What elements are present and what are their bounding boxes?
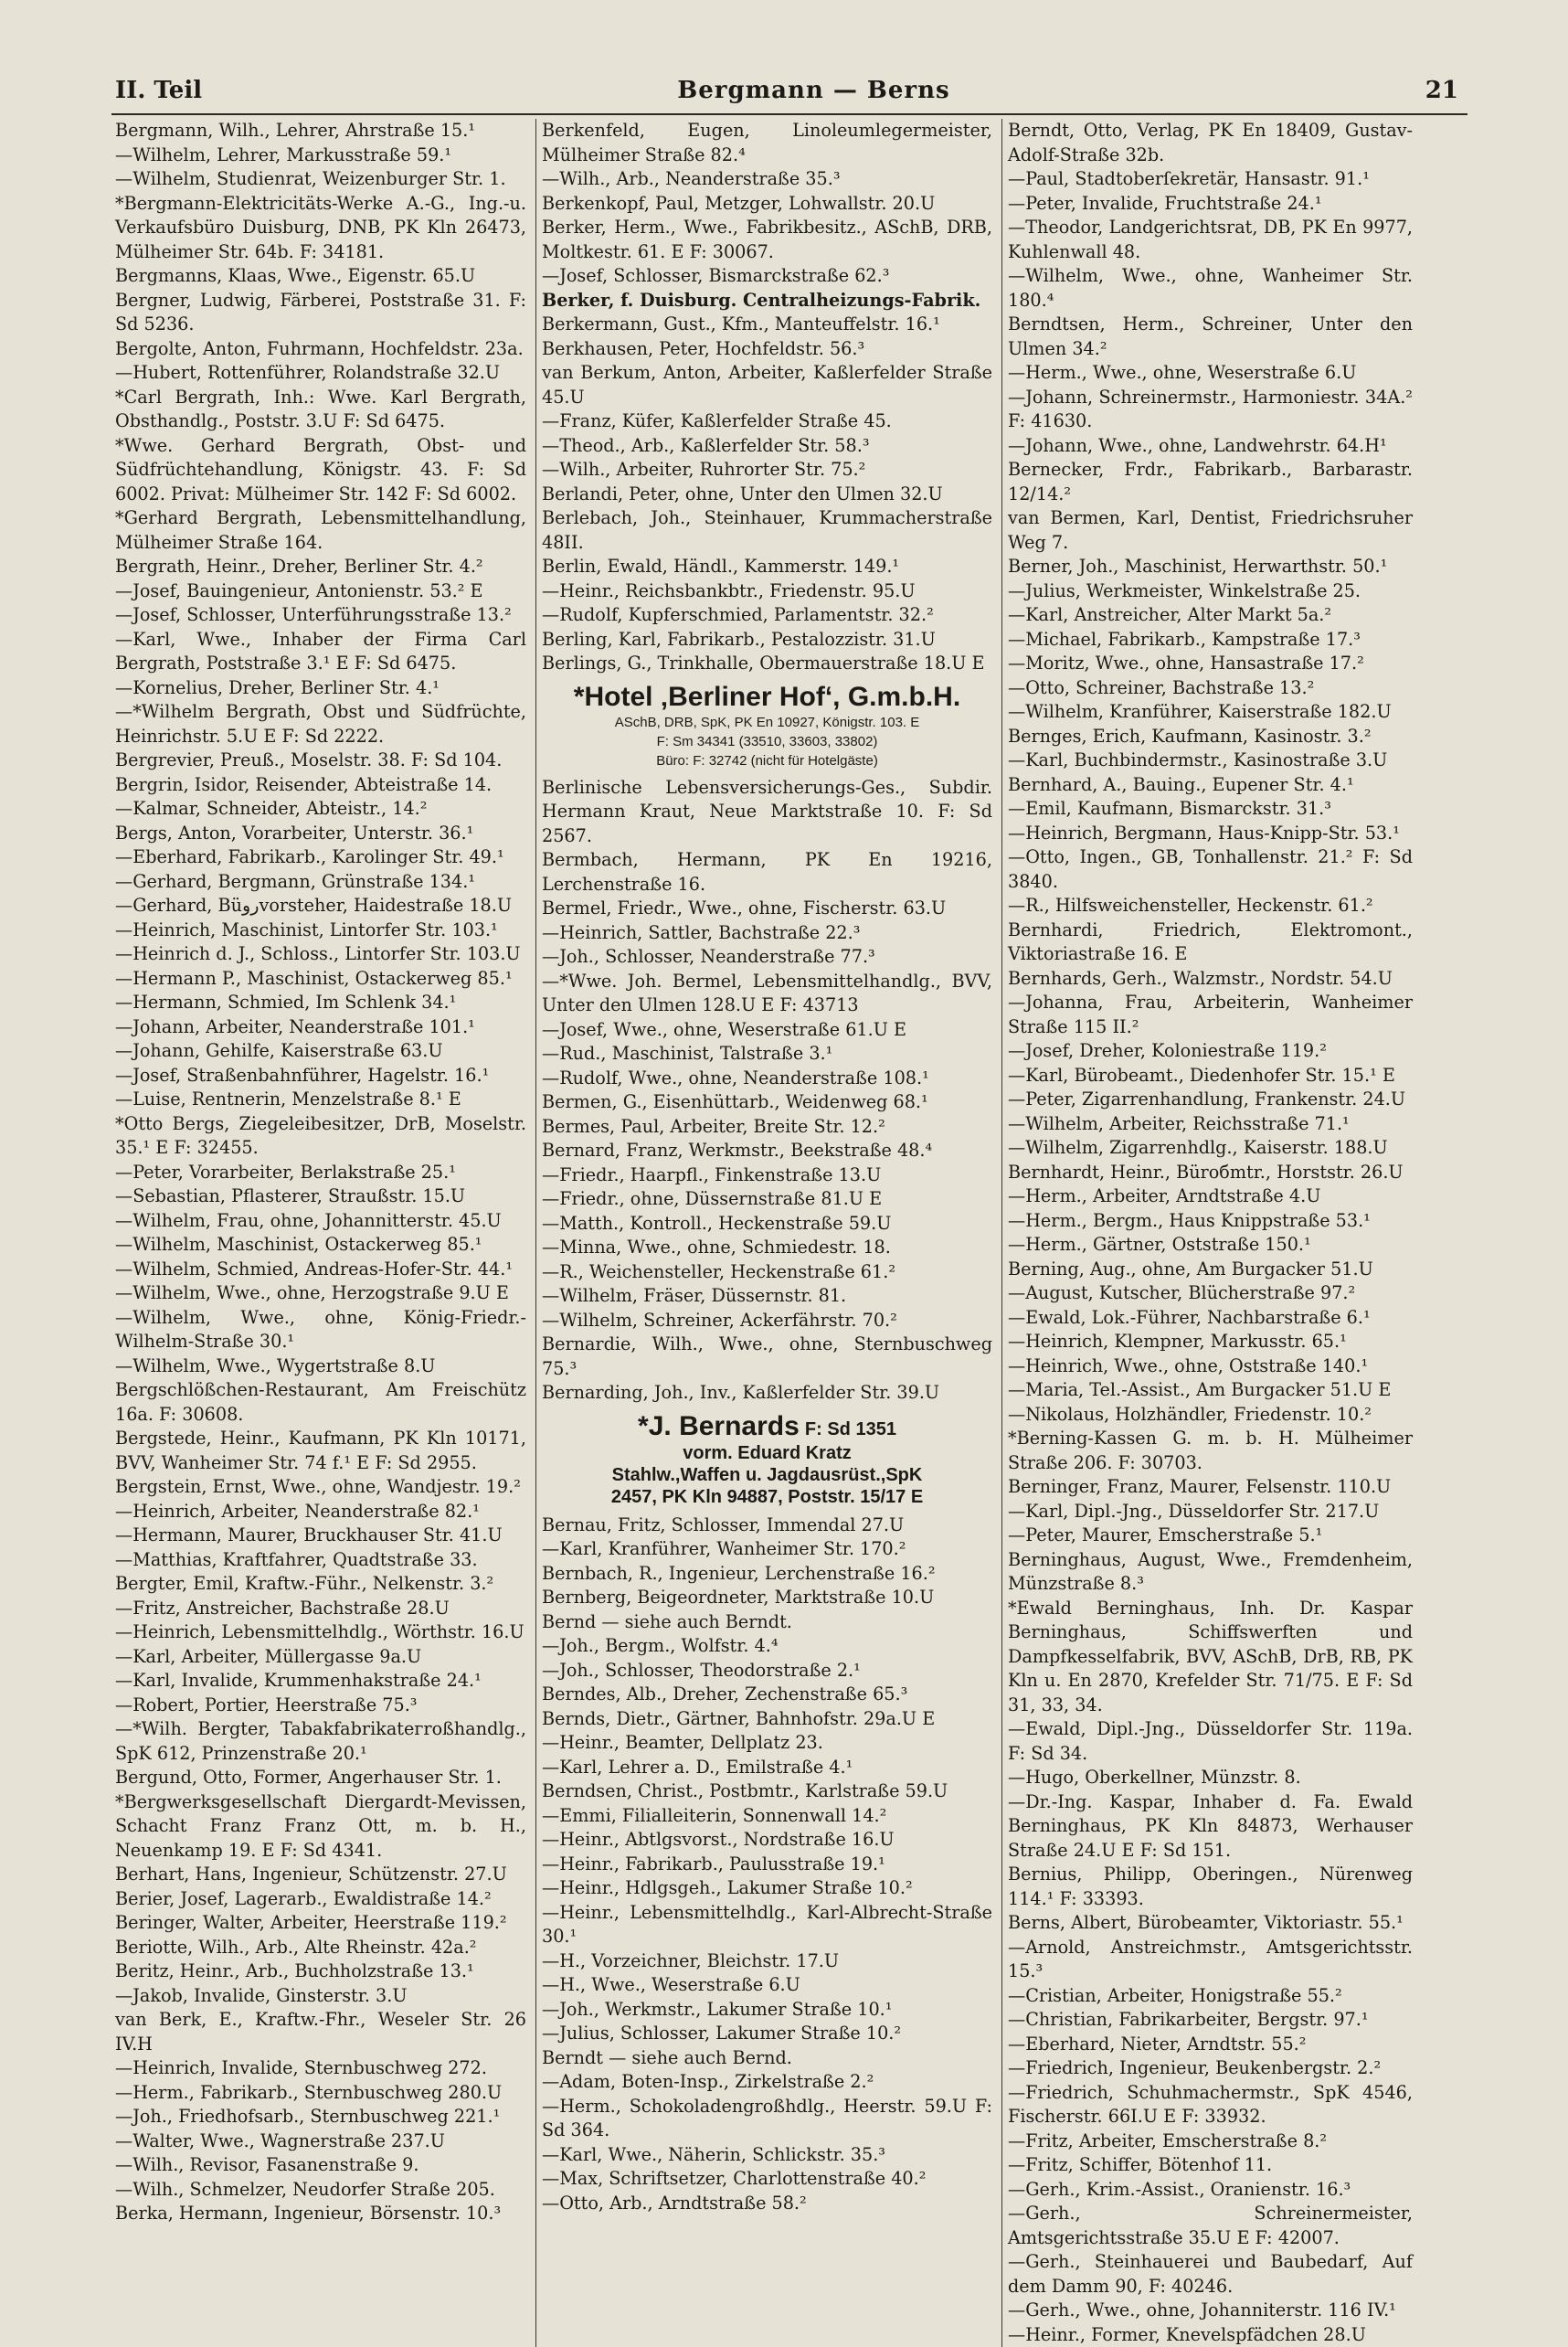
directory-entry: —Luise, Rentnerin, Menzelstraße 8.¹ E <box>115 1088 526 1112</box>
directory-entry: —Kalmar, Schneider, Abteistr., 14.² <box>115 797 526 822</box>
page-header <box>115 77 1458 113</box>
directory-entry: —Heinr., Reichsbankbtr., Friedenstr. 95.U <box>542 579 992 604</box>
directory-entry: —Wilhelm, Maschinist, Ostackerweg 85.¹ <box>115 1233 526 1258</box>
directory-entry: —Hubert, Rottenführer, Rolandstraße 32.U <box>115 361 526 386</box>
directory-entry: *Carl Bergrath, Inh.: Wwe. Karl Bergrath, Obsthandlg., Poststr. 3.U F: Sd 6475. <box>115 386 526 434</box>
directory-entry: —Karl, Dipl.-Jng., Düsseldorfer Str. 217.U <box>1008 1500 1413 1524</box>
directory-entry: Bergmann, Wilh., Lehrer, Ahrstraße 15.¹ <box>115 119 526 143</box>
directory-entry: Bernhardt, Heinr., Büroбmtr., Horststr. 26.U <box>1008 1161 1413 1185</box>
directory-entry: —Friedr., Haarpfl., Finkenstraße 13.U <box>542 1163 992 1188</box>
directory-entry: Berier, Josef, Lagerarb., Ewaldistraße 14.² <box>115 1887 526 1912</box>
directory-entry: Bernd — siehe auch Berndt. <box>542 1610 992 1635</box>
directory-entry: —Emil, Kaufmann, Bismarckstr. 31.³ <box>1008 797 1413 822</box>
directory-entry: —Joh., Bergm., Wolfstr. 4.⁴ <box>542 1634 992 1659</box>
directory-entry: van Bermen, Karl, Dentist, Friedrichsruher Weg 7. <box>1008 506 1413 555</box>
directory-entry: —Wilhelm, Zigarrenhdlg., Kaiserstr. 188.U <box>1008 1136 1413 1161</box>
directory-entry: —Maria, Tel.-Assist., Am Burgacker 51.U E <box>1008 1378 1413 1403</box>
directory-entry: —Friedrich, Schuhmachermstr., SpK 4546, Fischerstr. 66I.U E F: 33932. <box>1008 2081 1413 2129</box>
directory-entry: —Friedr., ohne, Düssernstraße 81.U E <box>542 1187 992 1212</box>
directory-entry: —Jakob, Invalide, Ginsterstr. 3.U <box>115 1984 526 2009</box>
directory-entry: Bernau, Fritz, Schlosser, Immendal 27.U <box>542 1513 992 1538</box>
directory-entry: —*Wilh. Bergter, Tabakfabrikatегroßhandlg., SpK 612, Prinzenstraße 20.¹ <box>115 1717 526 1766</box>
hotel-ad-line: ASchB, DRB, SpK, PK En 10927, Königstr. 103. E <box>542 713 992 732</box>
directory-entry: —Heinrich, Klempner, Markusstr. 65.¹ <box>1008 1330 1413 1354</box>
directory-entry: —Cristian, Arbeiter, Honigstraße 55.² <box>1008 1984 1413 2009</box>
directory-entry: Bernhard, A., Bauing., Eupener Str. 4.¹ <box>1008 773 1413 798</box>
directory-entry: —Heinrich d. J., Schloss., Lintorfer Str. 103.U <box>115 942 526 967</box>
directory-entry: Bergund, Otto, Former, Angerhauser Str. 1. <box>115 1766 526 1790</box>
directory-entry: —Theod., Arb., Kaßlerfelder Str. 58.³ <box>542 434 992 459</box>
directory-entry: —R., Hilfsweichensteller, Heckenstr. 61.² <box>1008 894 1413 919</box>
directory-entry: —Wilhelm, Frau, ohne, Johannitterstr. 45.U <box>115 1209 526 1234</box>
directory-entry: Bernberg, Beigeordneter, Marktstraße 10.U <box>542 1586 992 1610</box>
directory-entry: —Paul, Stadtoberſekretär, Hansastr. 91.¹ <box>1008 167 1413 192</box>
directory-entry: —Joh., Schlosser, Neanderstraße 77.³ <box>542 945 992 970</box>
bernards-ad-line: 2457, PK Kln 94887, Poststr. 15/17 E <box>542 1486 992 1508</box>
directory-entry: Bernard, Franz, Werkmstr., Beekstraße 48.⁴ <box>542 1139 992 1163</box>
directory-entry: Bernardie, Wilh., Wwe., ohne, Sternbuschweg 75.³ <box>542 1333 992 1381</box>
directory-entry: —Wilh., Arb., Neanderstraße 35.³ <box>542 167 992 192</box>
directory-entry: —Nikolaus, Holzhändler, Friedenstr. 10.² <box>1008 1403 1413 1428</box>
directory-entry: —Heinr., Beamter, Dellplatz 23. <box>542 1731 992 1756</box>
directory-entry: —Herm., Schokoladengroßhdlg., Heerstr. 59.U F: Sd 364. <box>542 2095 992 2143</box>
directory-entry: —Heinrich, Invalide, Sternbuschweg 272. <box>115 2056 526 2081</box>
directory-entry: —Ewald, Dipl.-Jng., Düsseldorfer Str. 119a. F: Sd 34. <box>1008 1717 1413 1766</box>
directory-entry: —Johann, Schreinermstr., Harmoniestr. 34A.² F: 41630. <box>1008 386 1413 434</box>
directory-entry: —Wilhelm, Schmied, Andreas-Hofer-Str. 44.¹ <box>115 1258 526 1282</box>
directory-entry: —H., Vorzeichner, Bleichstr. 17.U <box>542 1949 992 1974</box>
directory-entry: —Karl, Arbeiter, Müllergasse 9a.U <box>115 1645 526 1670</box>
directory-entry: —Heinrich, Wwe., ohne, Oststraße 140.¹ <box>1008 1354 1413 1379</box>
directory-entry: *Ewald Berninghaus, Inh. Dr. Kaspar Berninghaus, Schiffswerften und Dampfkesselfabrik, BVV, ASchB, DrB, RB, PK Kln u. En 2870, Krefelder Str. 71/75. E F: Sd 31, 33, 34. <box>1008 1597 1413 1718</box>
directory-entry: —Eberhard, Nieter, Arndtstr. 55.² <box>1008 2033 1413 2057</box>
directory-entry: Berling, Karl, Fabrikarb., Pestalozzistr. 31.U <box>542 628 992 653</box>
directory-entry: *Berning-Kassen G. m. b. H. Mülheimer Straße 206. F: 30703. <box>1008 1427 1413 1475</box>
directory-entry: Bernds, Dietr., Gärtner, Bahnhofstr. 29a.U E <box>542 1707 992 1732</box>
directory-entry: —Matthias, Kraftfahrer, Quadtstraße 33. <box>115 1548 526 1573</box>
directory-entry: —Michael, Fabrikarb., Kampstraße 17.³ <box>1008 628 1413 653</box>
directory-entry: —Heinr., Abtlgsvorst., Nordstraße 16.U <box>542 1828 992 1853</box>
directory-entry: Berns, Albert, Bürobeamter, Viktoriastr. 55.¹ <box>1008 1911 1413 1936</box>
directory-entry: Bergolte, Anton, Fuhrmann, Hochfeldstr. 23a. <box>115 337 526 362</box>
directory-entry: —Karl, Wwe., Inhaber der Firma Carl Bergrath, Poststraße 3.¹ E F: Sd 6475. <box>115 628 526 676</box>
directory-entry: —Johann, Arbeiter, Neanderstraße 101.¹ <box>115 1015 526 1040</box>
hotel-ad-line: F: Sm 34341 (33510, 33603, 33802) <box>542 732 992 751</box>
column-2-section-a <box>542 119 992 676</box>
directory-entry: —Wilhelm, Wwe., ohne, König-Friedr.-Wilhelm-Straße 30.¹ <box>115 1306 526 1354</box>
directory-entry: Bernhards, Gerh., Walzmstr., Nordstr. 54.U <box>1008 967 1413 992</box>
header-rule <box>111 113 1467 115</box>
directory-entry: —Wilhelm, Wwe., Wygertstraße 8.U <box>115 1354 526 1379</box>
directory-entry: Berlandi, Peter, ohne, Unter den Ulmen 32.U <box>542 483 992 507</box>
directory-entry: —Wilhelm, Schreiner, Ackerfährstr. 70.² <box>542 1309 992 1333</box>
directory-entry: —Karl, Bürobeamt., Diedenhofer Str. 15.¹ E <box>1008 1064 1413 1089</box>
directory-entry: Bergter, Emil, Kraftw.-Führ., Nelkenstr. 3.² <box>115 1572 526 1597</box>
directory-entry: —Herm., Fabrikarb., Sternbuschweg 280.U <box>115 2081 526 2106</box>
directory-entry: Berka, Hermann, Ingenieur, Börsenstr. 10.³ <box>115 2202 526 2226</box>
directory-entry: —Wilh., Revisor, Fasanenstraße 9. <box>115 2153 526 2178</box>
directory-entry: van Berkum, Anton, Arbeiter, Kaßlerfelder Straße 45.U <box>542 361 992 409</box>
directory-entry: —Joh., Schlosser, Theodorstraße 2.¹ <box>542 1659 992 1683</box>
directory-entry: —Wilhelm, Fräser, Düssernstr. 81. <box>542 1284 992 1309</box>
directory-entry: —Herm., Wwe., ohne, Weserstraße 6.U <box>1008 361 1413 386</box>
directory-entry: Bernius, Philipp, Oberingen., Nürenweg 114.¹ F: 33393. <box>1008 1863 1413 1911</box>
directory-entry: —Wilhelm, Arbeiter, Reichsstraße 71.¹ <box>1008 1112 1413 1137</box>
directory-entry: —Gerhard, Bergmann, Grünstraße 134.¹ <box>115 870 526 895</box>
directory-entry: —Max, Schriftsetzer, Charlottenstraße 40.² <box>542 2167 992 2192</box>
directory-entry: *Otto Bergs, Ziegeleibesitzer, DrB, Moselstr. 35.¹ E F: 32455. <box>115 1112 526 1161</box>
bernards-advertisement <box>542 1411 992 1508</box>
directory-entry: Bergmanns, Klaas, Wwe., Eigenstr. 65.U <box>115 264 526 289</box>
directory-entry: —Dr.-Ing. Kaspar, Inhaber d. Fa. Ewald Berninghaus, PK Kln 84873, Werhauser Straße 24.U E F: Sd 151. <box>1008 1790 1413 1864</box>
directory-entry: Beriotte, Wilh., Arb., Alte Rheinstr. 42a.² <box>115 1936 526 1960</box>
directory-entry: Bergs, Anton, Vorarbeiter, Unterstr. 36.¹ <box>115 822 526 846</box>
directory-entry: —Karl, Wwe., Näherin, Schlickstr. 35.³ <box>542 2143 992 2168</box>
directory-entry: Berker, Herm., Wwe., Fabrikbesitz., ASchB, DRB, Moltkestr. 61. E F: 30067. <box>542 216 992 264</box>
directory-entry: —Adam, Boten-Insp., Zirkelstraße 2.² <box>542 2070 992 2095</box>
directory-entry: Bergstede, Heinr., Kaufmann, PK Kln 10171, BVV, Wanheimer Str. 74 f.¹ E F: Sd 2955. <box>115 1427 526 1475</box>
directory-entry: —Johann, Wwe., ohne, Landwehrstr. 64.H¹ <box>1008 434 1413 459</box>
directory-entry: —Otto, Arb., Arndtstraße 58.² <box>542 2192 992 2216</box>
directory-entry: —Heinr., Former, Knevelspfädchen 28.U <box>1008 2323 1413 2347</box>
directory-entry: —Heinrich, Arbeiter, Neanderstraße 82.¹ <box>115 1500 526 1524</box>
header-range: Bergmann — Berns <box>677 77 949 104</box>
directory-entry: —Peter, Invalide, Fruchtstraße 24.¹ <box>1008 192 1413 217</box>
directory-entry: —Julius, Werkmeister, Winkelstraße 25. <box>1008 579 1413 604</box>
directory-entry: —Ewald, Lok.-Führer, Nachbarstraße 6.¹ <box>1008 1306 1413 1331</box>
directory-entry: Berning, Aug., ohne, Am Burgacker 51.U <box>1008 1258 1413 1282</box>
directory-entry: Bergschlößchen-Restaurant, Am Freischütz 16a. F: 30608. <box>115 1378 526 1427</box>
directory-entry: Bergner, Ludwig, Färberei, Poststraße 31. F: Sd 5236. <box>115 289 526 337</box>
column-2 <box>535 119 992 2347</box>
columns <box>115 119 1467 2140</box>
directory-entry: —Gerh., Steinhauerei und Baubedarf, Auf dem Damm 90, F: 40246. <box>1008 2250 1413 2299</box>
hotel-ad-line: Büro: F: 32742 (nicht für Hotelgäste) <box>542 751 992 770</box>
directory-entry: —Heinrich, Bergmann, Haus-Knipp-Str. 53.¹ <box>1008 822 1413 846</box>
directory-entry: —Herm., Arbeiter, Arndtstraße 4.U <box>1008 1184 1413 1209</box>
column-2-section-c <box>542 1513 992 2216</box>
directory-entry: —Moritz, Wwe., ohne, Hansastraße 17.² <box>1008 652 1413 676</box>
directory-entry: —Peter, Maurer, Emscherstraße 5.¹ <box>1008 1524 1413 1548</box>
header-part: II. Teil <box>115 77 202 104</box>
directory-entry: *Gerhard Bergrath, Lebensmittelhandlung, Mülheimer Straße 164. <box>115 506 526 555</box>
directory-entry: —Minna, Wwe., ohne, Schmiedestr. 18. <box>542 1236 992 1260</box>
directory-entry: —Peter, Zigarrenhandlung, Frankenstr. 24.U <box>1008 1088 1413 1112</box>
directory-entry: Berner, Joh., Maschinist, Herwarthstr. 50.¹ <box>1008 555 1413 579</box>
directory-entry: Berndt — siehe auch Bernd. <box>542 2046 992 2071</box>
directory-entry: *Wwe. Gerhard Bergrath, Obst- und Südfrüchtehandlung, Königstr. 43. F: Sd 6002. Privat: Mülheimer Str. 142 F: Sd 6002. <box>115 434 526 507</box>
directory-entry: —Hugo, Oberkellner, Münzstr. 8. <box>1008 1766 1413 1790</box>
directory-entry: —Sebastian, Pflasterer, Straußstr. 15.U <box>115 1184 526 1209</box>
column-2-section-b <box>542 776 992 1406</box>
directory-entry: —Walter, Wwe., Wagnerstraße 237.U <box>115 2129 526 2154</box>
directory-entry: —Karl, Buchbindermstr., Kasinostraße 3.U <box>1008 749 1413 773</box>
directory-entry: —Heinr., Hdlgsgeh., Lakumer Straße 10.² <box>542 1876 992 1901</box>
directory-entry: Bermbach, Hermann, PK En 19216, Lerchenstraße 16. <box>542 848 992 897</box>
directory-entry: —*Wilhelm Bergrath, Obst und Südfrüchte, Heinrichstr. 5.U E F: Sd 2222. <box>115 700 526 749</box>
directory-entry: —Gerhard, Büروvorsteher, Haidestraße 18.U <box>115 894 526 919</box>
directory-entry: Berninghaus, August, Wwe., Fremdenheim, Münzstraße 8.³ <box>1008 1548 1413 1597</box>
directory-entry: *Bergmann-Elektricitäts-Werke A.-G., Ing.-u. Verkaufsbüro Duisburg, DNB, PK Kln 26473, Mülheimer Str. 64b. F: 34181. <box>115 192 526 265</box>
directory-entry: —Christian, Fabrikarbeiter, Bergstr. 97.¹ <box>1008 2008 1413 2033</box>
directory-entry: —Herm., Gärtner, Oststraße 150.¹ <box>1008 1233 1413 1258</box>
directory-entry: —Fritz, Schiffer, Bötenhof 11. <box>1008 2153 1413 2178</box>
directory-entry: —Arnold, Anstreichmstr., Amtsgerichtsstr. 15.³ <box>1008 1936 1413 1984</box>
directory-entry: Beringer, Walter, Arbeiter, Heerstraße 119.² <box>115 1911 526 1936</box>
page-number: 21 <box>1425 77 1458 104</box>
directory-entry: —Joh., Werkmstr., Lakumer Straße 10.¹ <box>542 1998 992 2023</box>
directory-entry: Bernbach, R., Ingenieur, Lerchenstraße 16.² <box>542 1562 992 1587</box>
directory-entry: —Robert, Portier, Heerstraße 75.³ <box>115 1694 526 1718</box>
directory-entry: Berlinische Lebensversicherungs-Ges., Subdir. Hermann Kraut, Neue Marktstraße 10. F: Sd 2567. <box>542 776 992 849</box>
directory-entry: van Berk, E., Kraftw.-Fhr., Weseler Str. 26 IV.H <box>115 2008 526 2056</box>
directory-entry: —Heinr., Fabrikarb., Paulusstraße 19.¹ <box>542 1853 992 1877</box>
directory-entry: Bergrin, Isidor, Reisender, Abteistraße 14. <box>115 773 526 798</box>
directory-entry: —Theodor, Landgerichtsrat, DB, PK En 9977, Kuhlenwall 48. <box>1008 216 1413 264</box>
directory-entry: —Wilhelm, Wwe., ohne, Wanheimer Str. 180.⁴ <box>1008 264 1413 313</box>
directory-entry: —Josef, Schlosser, Bismarckstraße 62.³ <box>542 264 992 289</box>
directory-entry: —Josef, Bauingenieur, Antonienstr. 53.² E <box>115 579 526 604</box>
directory-entry: —H., Wwe., Weserstraße 6.U <box>542 1973 992 1998</box>
directory-entry: —Rudolf, Kupferschmied, Parlamentstr. 32.² <box>542 603 992 628</box>
hotel-ad-title: *Hotel ‚Berliner Hof‘, G.m.b.H. <box>542 682 992 713</box>
directory-entry: —Otto, Ingen., GB, Tonhallenstr. 21.² F: Sd 3840. <box>1008 845 1413 894</box>
directory-entry: —Gerh., Krim.-Assist., Oranienstr. 16.³ <box>1008 2178 1413 2203</box>
directory-entry: —Otto, Schreiner, Bachstraße 13.² <box>1008 676 1413 701</box>
directory-entry: Bernges, Erich, Kaufmann, Kasinostr. 3.² <box>1008 725 1413 749</box>
directory-entry: —Rudolf, Wwe., ohne, Neanderstraße 108.¹ <box>542 1067 992 1091</box>
directory-entry: —Joh., Friedhofsarb., Sternbuschweg 221.¹ <box>115 2105 526 2129</box>
directory-entry: Bermes, Paul, Arbeiter, Breite Str. 12.² <box>542 1115 992 1140</box>
directory-entry: Berndt, Otto, Verlag, PK En 18409, Gustav-Adolf-Straße 32b. <box>1008 119 1413 167</box>
directory-entry: —Karl, Kranführer, Wanheimer Str. 170.² <box>542 1537 992 1562</box>
hotel-advertisement <box>542 682 992 770</box>
directory-entry: —R., Weichensteller, Heckenstraße 61.² <box>542 1260 992 1285</box>
directory-entry: —Fritz, Anstreicher, Bachstraße 28.U <box>115 1597 526 1621</box>
directory-entry: —Karl, Lehrer a. D., Emilstraße 4.¹ <box>542 1756 992 1780</box>
directory-entry: Bermel, Friedr., Wwe., ohne, Fischerstr. 63.U <box>542 897 992 921</box>
directory-entry: —Johann, Gehilfe, Kaiserstraße 63.U <box>115 1039 526 1064</box>
directory-entry: —Wilhelm, Kranführer, Kaiserstraße 182.U <box>1008 700 1413 725</box>
directory-entry: —Franz, Küfer, Kaßlerfelder Straße 45. <box>542 409 992 434</box>
directory-entry: —Josef, Wwe., ohne, Weserstraße 61.U E <box>542 1018 992 1043</box>
directory-entry: —Heinrich, Sattler, Bachstraße 22.³ <box>542 921 992 946</box>
directory-entry: —Fritz, Arbeiter, Emscherstraße 8.² <box>1008 2129 1413 2154</box>
directory-entry: —Eberhard, Fabrikarb., Karolinger Str. 49.¹ <box>115 845 526 870</box>
directory-entry: Berkenfeld, Eugen, Linoleumlegermeister, Mülheimer Straße 82.⁴ <box>542 119 992 167</box>
directory-entry: —*Wwe. Joh. Bermel, Lebensmittelhandlg., BVV, Unter den Ulmen 128.U E F: 43713 <box>542 970 992 1018</box>
directory-entry: —Heinrich, Maschinist, Lintorfer Str. 103.¹ <box>115 919 526 943</box>
directory-entry: —Karl, Anstreicher, Alter Markt 5a.² <box>1008 603 1413 628</box>
directory-entry: —Gerh., Schreinermeister, Amtsgerichtsstraße 35.U E F: 42007. <box>1008 2202 1413 2250</box>
directory-entry: —Gerh., Wwe., ohne, Johanniterstr. 116 IV.¹ <box>1008 2299 1413 2323</box>
directory-entry: —Kornelius, Dreher, Berliner Str. 4.¹ <box>115 676 526 701</box>
directory-entry: Berker, f. Duisburg. Centralheizungs-Fabrik. <box>542 289 992 313</box>
directory-entry: Berhart, Hans, Ingenieur, Schützenstr. 27.U <box>115 1863 526 1887</box>
directory-entry: —Johanna, Frau, Arbeiterin, Wanheimer Straße 115 II.² <box>1008 991 1413 1039</box>
directory-entry: Bernhardi, Friedrich, Elektromont., Viktoriastraße 16. E <box>1008 919 1413 967</box>
column-1 <box>115 119 526 2347</box>
directory-entry: *Bergwerksgesellschaft Diergardt-Mevissen, Schacht Franz Franz Ott, m. b. H., Neuenkamp 19. E F: Sd 4341. <box>115 1790 526 1864</box>
directory-entry: —Friedrich, Ingenieur, Beukenbergstr. 2.² <box>1008 2056 1413 2081</box>
directory-entry: —Josef, Schlosser, Unterführungsstraße 13.² <box>115 603 526 628</box>
directory-entry: —Wilhelm, Wwe., ohne, Herzogstraße 9.U E <box>115 1281 526 1306</box>
directory-entry: —Wilhelm, Studienrat, Weizenburger Str. 1. <box>115 167 526 192</box>
directory-entry: Berkenkopf, Paul, Metzger, Lohwallstr. 20.U <box>542 192 992 217</box>
directory-entry: Berndtsen, Herm., Schreiner, Unter den Ulmen 34.² <box>1008 313 1413 361</box>
directory-entry: Berlebach, Joh., Steinhauer, Krummacherstraße 48II. <box>542 506 992 555</box>
directory-entry: Berndsen, Christ., Postbmtr., Karlstraße 59.U <box>542 1779 992 1804</box>
column-3 <box>1001 119 1413 2347</box>
directory-entry: —Karl, Invalide, Krummenhakstraße 24.¹ <box>115 1669 526 1694</box>
directory-entry: —Josef, Dreher, Koloniestraße 119.² <box>1008 1039 1413 1064</box>
directory-entry: Berkhausen, Peter, Hochfeldstr. 56.³ <box>542 337 992 362</box>
bernards-ad-title: *J. Bernards <box>638 1411 800 1441</box>
directory-entry: —Emmi, Filialleiterin, Sonnenwall 14.² <box>542 1804 992 1829</box>
directory-entry: —Herm., Bergm., Haus Knippstraße 53.¹ <box>1008 1209 1413 1234</box>
directory-entry: Bernecker, Frdr., Fabrikarb., Barbarastr. 12/14.² <box>1008 458 1413 506</box>
directory-entry: Berlings, G., Trinkhalle, Obermauerstraße 18.U E <box>542 652 992 676</box>
directory-entry: —Rud., Maschinist, Talstraße 3.¹ <box>542 1042 992 1067</box>
directory-entry: —Hermann, Maurer, Bruckhauser Str. 41.U <box>115 1524 526 1548</box>
directory-entry: —Heinr., Lebensmittelhdlg., Karl-Albrecht-Straße 30.¹ <box>542 1901 992 1949</box>
directory-entry: Berkermann, Gust., Kfm., Manteuffelstr. 16.¹ <box>542 313 992 337</box>
directory-entry: Bermen, G., Eisenhüttarb., Weidenweg 68.¹ <box>542 1090 992 1115</box>
bernards-ad-line: vorm. Eduard Kratz <box>542 1442 992 1464</box>
directory-entry: —Wilhelm, Lehrer, Markusstraße 59.¹ <box>115 143 526 168</box>
bernards-ad-line: Stahlw.,Waffen u. Jagdausrüst.,SpK <box>542 1464 992 1486</box>
directory-entry: Berlin, Ewald, Händl., Kammerstr. 149.¹ <box>542 555 992 579</box>
directory-entry: —Hermann P., Maschinist, Ostackerweg 85.¹ <box>115 967 526 992</box>
directory-entry: —Heinrich, Lebensmittelhdlg., Wörthstr. 16.U <box>115 1620 526 1645</box>
directory-entry: Bergstein, Ernst, Wwe., ohne, Wandjestr. 19.² <box>115 1475 526 1500</box>
directory-entry: —August, Kutscher, Blücherstraße 97.² <box>1008 1281 1413 1306</box>
directory-entry: —Hermann, Schmied, Im Schlenk 34.¹ <box>115 991 526 1015</box>
directory-entry: —Wilh., Arbeiter, Ruhrorter Str. 75.² <box>542 458 992 483</box>
directory-entry: —Julius, Schlosser, Lakumer Straße 10.² <box>542 2022 992 2046</box>
directory-entry: —Josef, Straßenbahnführer, Hagelstr. 16.¹ <box>115 1064 526 1089</box>
directory-entry: —Matth., Kontroll., Heckenstraße 59.U <box>542 1212 992 1237</box>
directory-entry: Bergrath, Heinr., Dreher, Berliner Str. 4.² <box>115 555 526 579</box>
directory-entry: —Wilh., Schmelzer, Neudorfer Straße 205. <box>115 2178 526 2203</box>
directory-entry: Berninger, Franz, Maurer, Felsenstr. 110.U <box>1008 1475 1413 1500</box>
directory-entry: Beritz, Heinr., Arb., Buchholzstraße 13.¹ <box>115 1959 526 1984</box>
directory-entry: Bergrevier, Preuß., Moselstr. 38. F: Sd 104. <box>115 749 526 773</box>
directory-entry: —Peter, Vorarbeiter, Berlakstraße 25.¹ <box>115 1161 526 1185</box>
directory-entry: Berndes, Alb., Dreher, Zechenstraße 65.³ <box>542 1683 992 1707</box>
directory-entry: Bernarding, Joh., Inv., Kaßlerfelder Str. 39.U <box>542 1381 992 1406</box>
bernards-ad-phone: F: Sd 1351 <box>805 1419 896 1439</box>
